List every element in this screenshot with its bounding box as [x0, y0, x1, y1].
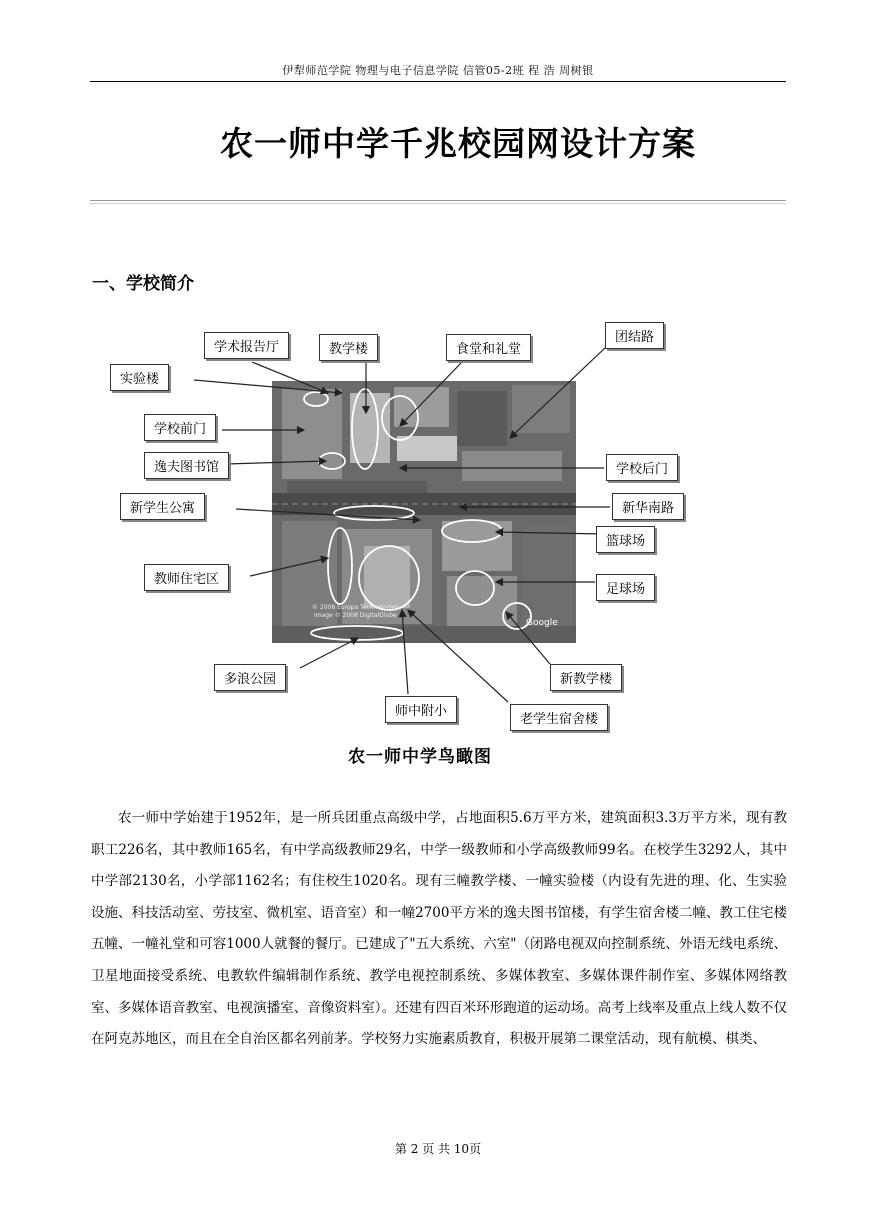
label-duolang-park: 多浪公园 — [214, 664, 286, 691]
label-new-teaching-building: 新教学楼 — [550, 664, 622, 691]
label-tuanjie-road: 团结路 — [605, 322, 664, 349]
label-old-dormitory: 老学生宿舍楼 — [510, 704, 608, 731]
intro-paragraph: 农一师中学始建于1952年，是一所兵团重点高级中学，占地面积5.6万平方米，建筑面积3.3万平方米，现有教职工226名，其中教师165名，有中学高级教师29名，中学一级教师和小学高级教师99名。在校学生3292人，其中中学部2130名，小学部1162名；有住校生1020名。现有三幢教学楼、一幢实验楼（内设有先进的理、化、生实验设施、科技活动室、劳技室、微机室、语音室）和一幢2700平方米的逸夫图书馆楼，有学生宿舍楼二幢、教工住宅楼五幢、一幢礼堂和可容1000人就餐的餐厅。已建成了"五大系统、六室"（闭路电视双向控制系统、外语无线电系统、卫星地面接受系统、电教软件编辑制作系统、教学电视控制系统、多媒体教室、多媒体课件制作室、多媒体网络教室、多媒体语音教室、电视演播室、音像资料室）。还建有四百米环形跑道的运动场。高考上线率及重点上线人数不仅在阿克苏地区，而且在全自治区都名列前茅。学校努力实施素质教育，积极开展第二课堂活动，现有航模、棋类、 — [91, 810, 787, 1048]
watermark-line1: © 2008 Europa Technologies — [312, 604, 399, 611]
label-xinhua-south-road: 新华南路 — [612, 493, 684, 520]
label-attached-primary: 师中附小 — [385, 696, 457, 723]
title-rule — [90, 200, 786, 204]
label-canteen-auditorium: 食堂和礼堂 — [446, 334, 531, 361]
google-mark: Google — [526, 618, 558, 628]
label-teaching-building: 教学楼 — [319, 334, 378, 361]
label-teacher-residence: 教师住宅区 — [144, 564, 229, 591]
label-yifu-library: 逸夫图书馆 — [144, 452, 229, 479]
aerial-figure — [100, 318, 740, 736]
figure-caption: 农一师中学鸟瞰图 — [348, 747, 492, 767]
document-title: 农一师中学千兆校园网设计方案 — [220, 124, 696, 163]
header-rule — [90, 81, 786, 82]
section-heading: 一、学校简介 — [92, 274, 194, 294]
label-basketball-court: 篮球场 — [596, 526, 655, 553]
label-back-gate: 学校后门 — [606, 454, 678, 481]
watermark-line2: Image © 2008 DigitalGlobe — [314, 612, 397, 619]
page-footer: 第 2 页 共 10页 — [394, 1142, 482, 1156]
label-football-field: 足球场 — [596, 574, 655, 601]
label-new-dormitory: 新学生公寓 — [120, 493, 205, 520]
label-front-gate: 学校前门 — [144, 414, 216, 441]
label-lab-building: 实验楼 — [110, 364, 169, 391]
label-academic-hall: 学术报告厅 — [204, 332, 289, 359]
page-header: 伊犁师范学院 物理与电子信息学院 信管05-2班 程 浩 周树银 — [282, 64, 594, 77]
